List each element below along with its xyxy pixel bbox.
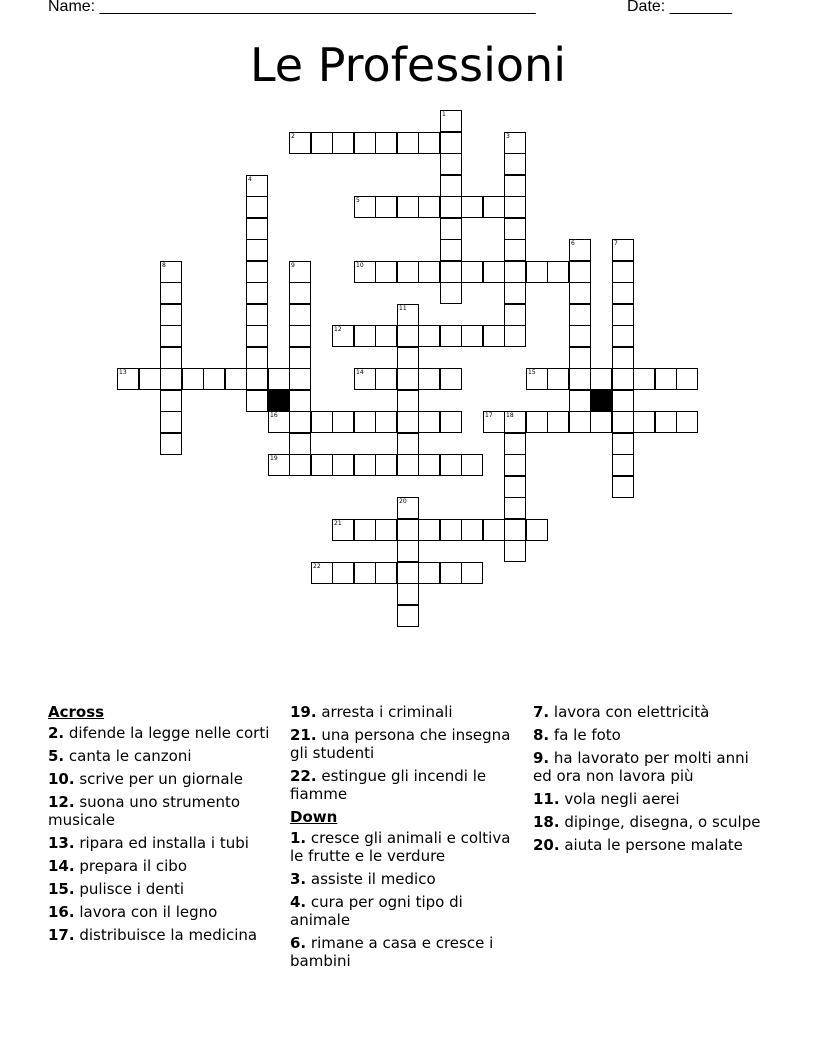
grid-cell[interactable] [397, 196, 419, 218]
down-clue [290, 893, 526, 929]
grid-cell[interactable] [246, 175, 268, 197]
grid-cell[interactable] [160, 390, 182, 412]
black-cell [268, 390, 290, 412]
grid-cell[interactable] [440, 325, 462, 347]
grid-cell[interactable] [526, 519, 548, 541]
clues-column-1 [48, 703, 284, 949]
down-clue [533, 726, 769, 744]
grid-cell[interactable] [590, 368, 612, 390]
grid-cell[interactable] [311, 562, 333, 584]
grid-cell[interactable] [354, 411, 376, 433]
grid-cell[interactable] [504, 454, 526, 476]
grid-cell[interactable] [440, 175, 462, 197]
grid-cell[interactable] [418, 325, 440, 347]
clue-number: 19 [270, 455, 278, 462]
down-clue [290, 870, 526, 888]
grid-cell[interactable] [160, 411, 182, 433]
clue-label: 5. [48, 747, 65, 765]
grid-cell[interactable] [354, 196, 376, 218]
grid-cell[interactable] [461, 196, 483, 218]
grid-cell[interactable] [246, 304, 268, 326]
clue-number: 20 [399, 498, 407, 505]
clue-label: 3. [290, 870, 307, 888]
grid-cell[interactable] [397, 325, 419, 347]
clue-label: 21. [290, 726, 317, 744]
clue-number: 15 [528, 369, 536, 376]
across-clue [48, 770, 284, 788]
down-clue [290, 934, 526, 970]
clue-label: 1. [290, 829, 307, 847]
clue-label: 7. [533, 703, 550, 721]
clue-number: 6 [571, 240, 575, 247]
grid-cell[interactable] [440, 562, 462, 584]
clue-number: 8 [162, 262, 166, 269]
grid-cell[interactable] [418, 196, 440, 218]
grid-cell[interactable] [440, 282, 462, 304]
across-clue [48, 747, 284, 765]
grid-cell[interactable] [504, 239, 526, 261]
grid-cell[interactable] [504, 411, 526, 433]
clue-text: difende la legge nelle corti [64, 724, 270, 742]
grid-cell[interactable] [246, 239, 268, 261]
grid-cell[interactable] [440, 239, 462, 261]
grid-cell[interactable] [569, 282, 591, 304]
grid-cell[interactable] [182, 368, 204, 390]
grid-cell[interactable] [354, 562, 376, 584]
grid-cell[interactable] [289, 304, 311, 326]
grid-cell[interactable] [268, 368, 290, 390]
grid-cell[interactable] [461, 519, 483, 541]
grid-cell[interactable] [354, 261, 376, 283]
clue-number: 7 [614, 240, 618, 247]
grid-cell[interactable] [612, 390, 634, 412]
grid-cell[interactable] [354, 368, 376, 390]
grid-cell[interactable] [483, 519, 505, 541]
clue-number: 5 [356, 197, 360, 204]
clue-label: 13. [48, 834, 75, 852]
grid-cell[interactable] [440, 411, 462, 433]
clue-text: lavora con il legno [74, 903, 218, 921]
grid-cell[interactable] [569, 390, 591, 412]
grid-cell[interactable] [504, 218, 526, 240]
clue-text: cura per ogni tipo di animale [290, 893, 463, 929]
grid-cell[interactable] [483, 196, 505, 218]
grid-cell[interactable] [440, 261, 462, 283]
grid-cell[interactable] [332, 454, 354, 476]
grid-cell[interactable] [504, 304, 526, 326]
grid-cell[interactable] [418, 454, 440, 476]
grid-cell[interactable] [655, 368, 677, 390]
grid-cell[interactable] [612, 368, 634, 390]
grid-cell[interactable] [397, 497, 419, 519]
across-clue [48, 724, 284, 742]
grid-cell[interactable] [526, 261, 548, 283]
clue-text: pulisce i denti [74, 880, 185, 898]
grid-cell[interactable] [289, 411, 311, 433]
grid-cell[interactable] [397, 368, 419, 390]
clue-number: 3 [506, 133, 510, 140]
grid-cell[interactable] [375, 368, 397, 390]
name-blank[interactable]: _________________________________________________ [99, 0, 536, 15]
grid-cell[interactable] [440, 368, 462, 390]
grid-cell[interactable] [633, 368, 655, 390]
across-clue [290, 726, 526, 762]
grid-cell[interactable] [461, 454, 483, 476]
grid-cell[interactable] [397, 411, 419, 433]
grid-cell[interactable] [289, 132, 311, 154]
grid-cell[interactable] [676, 368, 698, 390]
grid-cell[interactable] [440, 218, 462, 240]
grid-cell[interactable] [311, 132, 333, 154]
grid-cell[interactable] [246, 325, 268, 347]
grid-cell[interactable] [504, 519, 526, 541]
clue-number: 11 [399, 305, 407, 312]
grid-cell[interactable] [504, 132, 526, 154]
clue-text: scrive per un giornale [74, 770, 243, 788]
grid-cell[interactable] [440, 519, 462, 541]
clue-text: dipinge, disegna, o sculpe [559, 813, 761, 831]
grid-cell[interactable] [375, 519, 397, 541]
grid-cell[interactable] [246, 196, 268, 218]
grid-cell[interactable] [289, 433, 311, 455]
clue-text: arresta i criminali [316, 703, 453, 721]
grid-cell[interactable] [332, 562, 354, 584]
grid-cell[interactable] [160, 282, 182, 304]
clue-label: 15. [48, 880, 75, 898]
clue-number: 2 [291, 133, 295, 140]
clue-label: 10. [48, 770, 75, 788]
across-clue [48, 834, 284, 852]
grid-cell[interactable] [504, 497, 526, 519]
grid-cell[interactable] [375, 196, 397, 218]
clue-label: 4. [290, 893, 307, 911]
grid-cell[interactable] [504, 433, 526, 455]
across-heading: Across [48, 703, 105, 721]
clue-text: suona uno strumento musicale [48, 793, 241, 829]
clue-text: fa le foto [549, 726, 621, 744]
grid-cell[interactable] [461, 325, 483, 347]
grid-cell[interactable] [397, 519, 419, 541]
grid-cell[interactable] [246, 347, 268, 369]
clue-number: 22 [313, 563, 321, 570]
clue-text: lavora con elettricità [549, 703, 710, 721]
clue-number: 4 [248, 176, 252, 183]
grid-cell[interactable] [440, 153, 462, 175]
clue-label: 12. [48, 793, 75, 811]
grid-cell[interactable] [354, 325, 376, 347]
grid-cell[interactable] [160, 304, 182, 326]
grid-cell[interactable] [612, 239, 634, 261]
grid-cell[interactable] [246, 218, 268, 240]
clue-number: 17 [485, 412, 493, 419]
grid-cell[interactable] [526, 368, 548, 390]
grid-cell[interactable] [160, 433, 182, 455]
black-cell [590, 390, 612, 412]
grid-cell[interactable] [354, 454, 376, 476]
grid-cell[interactable] [569, 368, 591, 390]
grid-cell[interactable] [461, 261, 483, 283]
grid-cell[interactable] [397, 347, 419, 369]
grid-cell[interactable] [612, 304, 634, 326]
grid-cell[interactable] [160, 325, 182, 347]
grid-cell[interactable] [397, 605, 419, 627]
grid-cell[interactable] [483, 411, 505, 433]
down-clue [533, 790, 769, 808]
grid-cell[interactable] [332, 519, 354, 541]
down-heading: Down [290, 808, 338, 826]
across-clue [48, 793, 284, 829]
clue-number: 1 [442, 111, 446, 118]
clue-text: una persona che insegna gli studenti [290, 726, 511, 762]
page-title: Le Professioni [249, 38, 566, 92]
grid-cell[interactable] [547, 411, 569, 433]
grid-cell[interactable] [461, 562, 483, 584]
clue-text: ha lavorato per molti anni ed ora non lavora più [533, 749, 749, 785]
grid-cell[interactable] [418, 519, 440, 541]
grid-cell[interactable] [504, 476, 526, 498]
grid-cell[interactable] [332, 325, 354, 347]
grid-cell[interactable] [375, 454, 397, 476]
grid-cell[interactable] [612, 433, 634, 455]
grid-cell[interactable] [203, 368, 225, 390]
grid-cell[interactable] [440, 132, 462, 154]
grid-cell[interactable] [289, 368, 311, 390]
grid-cell[interactable] [547, 261, 569, 283]
grid-cell[interactable] [418, 261, 440, 283]
grid-cell[interactable] [268, 454, 290, 476]
grid-cell[interactable] [504, 261, 526, 283]
clue-text: aiuta le persone malate [559, 836, 743, 854]
grid-cell[interactable] [569, 411, 591, 433]
grid-cell[interactable] [311, 454, 333, 476]
across-clue [48, 880, 284, 898]
across-clue [290, 767, 526, 803]
grid-cell[interactable] [612, 476, 634, 498]
down-clue [290, 829, 526, 865]
grid-cell[interactable] [332, 411, 354, 433]
clues-column-2 [290, 703, 526, 975]
grid-cell[interactable] [397, 304, 419, 326]
across-clue [290, 703, 526, 721]
grid-cell[interactable] [418, 132, 440, 154]
clue-number: 18 [506, 412, 514, 419]
grid-cell[interactable] [504, 196, 526, 218]
clue-number: 9 [291, 262, 295, 269]
across-clue [48, 857, 284, 875]
clue-number: 13 [119, 369, 127, 376]
grid-cell[interactable] [139, 368, 161, 390]
grid-cell[interactable] [160, 347, 182, 369]
across-clue [48, 903, 284, 921]
clue-number: 16 [270, 412, 278, 419]
grid-cell[interactable] [547, 368, 569, 390]
clue-label: 18. [533, 813, 560, 831]
clue-text: estingue gli incendi le fiamme [290, 767, 487, 803]
date-blank[interactable]: _______ [669, 0, 732, 15]
grid-cell[interactable] [354, 132, 376, 154]
grid-cell[interactable] [569, 239, 591, 261]
grid-cell[interactable] [504, 540, 526, 562]
grid-cell[interactable] [289, 347, 311, 369]
grid-cell[interactable] [332, 132, 354, 154]
clue-label: 11. [533, 790, 560, 808]
clue-label: 8. [533, 726, 550, 744]
grid-cell[interactable] [354, 519, 376, 541]
grid-cell[interactable] [440, 454, 462, 476]
clue-number: 21 [334, 520, 342, 527]
grid-cell[interactable] [160, 261, 182, 283]
grid-cell[interactable] [612, 261, 634, 283]
grid-cell[interactable] [526, 411, 548, 433]
grid-cell[interactable] [590, 411, 612, 433]
clue-text: vola negli aerei [559, 790, 680, 808]
clue-number: 12 [334, 326, 342, 333]
grid-cell[interactable] [504, 282, 526, 304]
clue-label: 9. [533, 749, 550, 767]
grid-cell[interactable] [375, 325, 397, 347]
grid-cell[interactable] [246, 390, 268, 412]
grid-cell[interactable] [504, 153, 526, 175]
grid-cell[interactable] [117, 368, 139, 390]
clue-text: cresce gli animali e coltiva le frutte e le verdure [290, 829, 511, 865]
grid-cell[interactable] [397, 390, 419, 412]
grid-cell[interactable] [246, 368, 268, 390]
grid-cell[interactable] [289, 325, 311, 347]
grid-cell[interactable] [676, 411, 698, 433]
clue-number: 10 [356, 262, 364, 269]
grid-cell[interactable] [311, 411, 333, 433]
grid-cell[interactable] [440, 196, 462, 218]
clue-number: 14 [356, 369, 364, 376]
clue-label: 22. [290, 767, 317, 785]
date-label: Date: [627, 0, 670, 15]
clue-label: 17. [48, 926, 75, 944]
grid-cell[interactable] [440, 110, 462, 132]
grid-cell[interactable] [375, 411, 397, 433]
grid-cell[interactable] [397, 433, 419, 455]
name-label: Name: [48, 0, 100, 15]
grid-cell[interactable] [289, 261, 311, 283]
down-clue [533, 703, 769, 721]
grid-cell[interactable] [397, 583, 419, 605]
grid-cell[interactable] [612, 325, 634, 347]
grid-cell[interactable] [569, 304, 591, 326]
grid-cell[interactable] [612, 282, 634, 304]
grid-cell[interactable] [397, 540, 419, 562]
clue-text: assiste il medico [306, 870, 436, 888]
grid-cell[interactable] [504, 175, 526, 197]
clue-text: prepara il cibo [74, 857, 187, 875]
clue-text: distribuisce la medicina [74, 926, 258, 944]
down-clue [533, 836, 769, 854]
grid-cell[interactable] [289, 454, 311, 476]
grid-cell[interactable] [375, 261, 397, 283]
grid-cell[interactable] [612, 347, 634, 369]
grid-cell[interactable] [418, 368, 440, 390]
grid-cell[interactable] [612, 454, 634, 476]
clue-text: canta le canzoni [64, 747, 192, 765]
clue-label: 16. [48, 903, 75, 921]
grid-cell[interactable] [375, 562, 397, 584]
grid-cell[interactable] [268, 411, 290, 433]
grid-cell[interactable] [397, 454, 419, 476]
clue-label: 20. [533, 836, 560, 854]
clue-text: ripara ed installa i tubi [74, 834, 249, 852]
clues-column-3 [533, 703, 769, 859]
grid-cell[interactable] [375, 132, 397, 154]
down-clue [533, 749, 769, 785]
grid-cell[interactable] [246, 261, 268, 283]
clue-label: 2. [48, 724, 65, 742]
grid-cell[interactable] [397, 562, 419, 584]
grid-cell[interactable] [418, 562, 440, 584]
grid-cell[interactable] [160, 368, 182, 390]
clue-text: rimane a casa e cresce i bambini [290, 934, 494, 970]
grid-cell[interactable] [397, 261, 419, 283]
grid-cell[interactable] [289, 390, 311, 412]
grid-cell[interactable] [504, 325, 526, 347]
grid-cell[interactable] [569, 261, 591, 283]
grid-cell[interactable] [612, 411, 634, 433]
grid-cell[interactable] [225, 368, 247, 390]
clue-label: 6. [290, 934, 307, 952]
grid-cell[interactable] [569, 347, 591, 369]
grid-cell[interactable] [289, 282, 311, 304]
grid-cell[interactable] [418, 411, 440, 433]
grid-cell[interactable] [483, 325, 505, 347]
grid-cell[interactable] [246, 282, 268, 304]
down-clue [533, 813, 769, 831]
grid-cell[interactable] [633, 411, 655, 433]
across-clue [48, 926, 284, 944]
grid-cell[interactable] [569, 325, 591, 347]
grid-cell[interactable] [483, 261, 505, 283]
clue-label: 14. [48, 857, 75, 875]
clue-label: 19. [290, 703, 317, 721]
grid-cell[interactable] [655, 411, 677, 433]
grid-cell[interactable] [397, 132, 419, 154]
